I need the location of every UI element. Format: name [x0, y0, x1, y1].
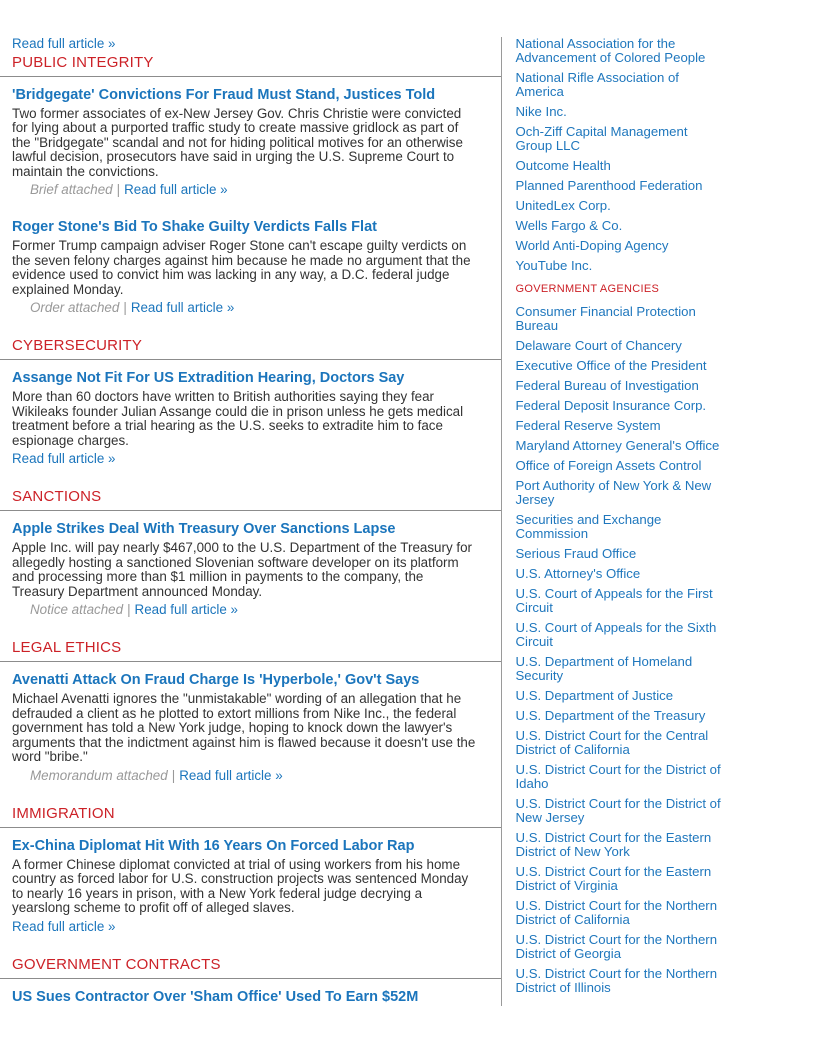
article-roger-stone: [0, 219, 501, 315]
section-title-public-integrity: PUBLIC INTEGRITY: [12, 53, 154, 71]
attachment-note: Order attached: [30, 300, 120, 315]
section-title-government-contracts: GOVERNMENT CONTRACTS: [12, 955, 221, 973]
article-meta: [12, 919, 477, 934]
article-ex-china-diplomat: [0, 838, 501, 934]
meta-separator: |: [116, 182, 121, 197]
agency-link[interactable]: Maryland Attorney General's Office: [515, 438, 720, 453]
meta-separator: |: [123, 300, 127, 315]
agency-link[interactable]: Executive Office of the President: [515, 358, 707, 373]
article-meta: [12, 451, 477, 466]
agency-link[interactable]: Securities and Exchange Commission: [515, 512, 662, 541]
article-avenatti: [0, 672, 501, 783]
article-summary: Michael Avenatti ignores the "unmistakable" wording of an allegation that he defrauded a client as he plotted to extort millions from Nike Inc., the federal government has told a New York judge, hoping to knock down the lawyer's arguments that the indictment against him is flawed because it doesn't use the word "bribe.": [12, 691, 476, 764]
article-summary: Former Trump campaign adviser Roger Stone can't escape guilty verdicts on the seven felony charges against him because he made no argument that the evidence used to convict him was lacking in any way, a D.C. federal judge explained Monday.: [12, 238, 471, 297]
attachment-note: Notice attached: [30, 602, 124, 617]
article-headline-link[interactable]: US Sues Contractor Over 'Sham Office' Used To Earn $52M: [12, 988, 419, 1005]
agency-link[interactable]: U.S. District Court for the Eastern District of Virginia: [515, 864, 712, 893]
section-rule: [0, 76, 501, 77]
agency-link[interactable]: U.S. District Court for the Northern District of California: [515, 898, 718, 927]
section-title-sanctions: SANCTIONS: [12, 488, 102, 505]
article-summary: Two former associates of ex-New Jersey Gov. Chris Christie were convicted for lying about a purported traffic study to create massive gridlock as part of the "Bridgegate" scandal and not for hiding political motives for an otherwise lawful decision, prosecutors have said in urging the U.S. Supreme Court to maintain the convictions.: [12, 105, 463, 179]
section-rule: [0, 661, 501, 662]
article-headline-link[interactable]: Apple Strikes Deal With Treasury Over Sanctions Lapse: [12, 521, 396, 537]
organization-link[interactable]: World Anti-Doping Agency: [515, 238, 669, 253]
articles-column: [0, 37, 501, 1006]
attachment-note: Memorandum attached: [30, 767, 168, 783]
article-summary: Apple Inc. will pay nearly $467,000 to the U.S. Department of the Treasury for allegedly hosting a sanctioned Slovenian software developer on its platform and processing more than $1 million in payments to the company, the Treasury Department announced Monday.: [12, 540, 472, 599]
article-meta: [30, 602, 477, 617]
organization-link[interactable]: Wells Fargo & Co.: [515, 218, 623, 233]
read-full-article-link[interactable]: Read full article »: [124, 182, 228, 197]
agency-link[interactable]: U.S. District Court for the Northern District of Illinois: [515, 966, 718, 995]
organization-link[interactable]: Nike Inc.: [515, 104, 567, 119]
agency-link[interactable]: Federal Bureau of Investigation: [515, 378, 699, 393]
agency-link[interactable]: Delaware Court of Chancery: [515, 338, 682, 353]
article-headline-link[interactable]: 'Bridgegate' Convictions For Fraud Must Stand, Justices Told: [12, 86, 436, 103]
article-summary: More than 60 doctors have written to British authorities saying they fear Wikileaks founder Julian Assange could die in prison unless he gets medical treatment before a trial hearing as the U.S. seeks to extradite him to face espionage charges.: [12, 389, 464, 448]
read-full-article-link[interactable]: Read full article »: [12, 918, 116, 934]
agency-link[interactable]: U.S. Department of the Treasury: [515, 708, 706, 723]
section-title-immigration: IMMIGRATION: [12, 804, 115, 822]
agency-link[interactable]: U.S. Department of Homeland Security: [515, 654, 693, 683]
attachment-note: Brief attached: [30, 182, 113, 197]
article-meta: [30, 768, 477, 783]
agency-link[interactable]: U.S. District Court for the Eastern District of New York: [515, 830, 712, 859]
section-title-cybersecurity: CYBERSECURITY: [12, 337, 143, 354]
organization-link[interactable]: Outcome Health: [515, 158, 611, 173]
agency-link[interactable]: Federal Reserve System: [515, 418, 661, 433]
article-headline-link[interactable]: Roger Stone's Bid To Shake Guilty Verdicts Falls Flat: [12, 219, 377, 235]
agency-link[interactable]: U.S. Court of Appeals for the Sixth Circuit: [515, 620, 717, 649]
article-assange: [0, 370, 501, 466]
article-headline-link[interactable]: Avenatti Attack On Fraud Charge Is 'Hyperbole,' Gov't Says: [12, 672, 420, 688]
organization-link[interactable]: YouTube Inc.: [515, 258, 593, 273]
article-summary: A former Chinese diplomat convicted at trial of using workers from his home country as forced labor for U.S. construction projects was sentenced Monday to nearly 16 years in prison, with a New York federal judge decrying a yearslong scheme to profit off of alleged slaves.: [12, 856, 469, 915]
article-bridgegate: [0, 87, 501, 198]
agency-link[interactable]: Office of Foreign Assets Control: [515, 458, 702, 473]
agency-link[interactable]: U.S. Department of Justice: [515, 688, 674, 703]
organization-link[interactable]: UnitedLex Corp.: [515, 198, 611, 213]
agency-link[interactable]: Serious Fraud Office: [515, 546, 637, 561]
article-meta: [30, 300, 477, 315]
agency-link[interactable]: Consumer Financial Protection Bureau: [515, 304, 696, 333]
agency-link[interactable]: U.S. District Court for the Central District of California: [515, 728, 709, 757]
agency-link[interactable]: U.S. District Court for the District of New Jersey: [515, 796, 721, 825]
organization-link[interactable]: Planned Parenthood Federation: [515, 178, 703, 193]
section-rule: [0, 510, 501, 511]
agency-link[interactable]: U.S. District Court for the Northern District of Georgia: [515, 932, 718, 961]
article-us-sues-contractor: [0, 989, 501, 1006]
read-full-article-link[interactable]: Read full article »: [179, 767, 283, 783]
meta-separator: |: [127, 602, 131, 617]
meta-separator: |: [171, 767, 176, 783]
tagged-entities-column: [501, 37, 778, 1006]
section-title-legal-ethics: LEGAL ETHICS: [12, 639, 122, 656]
section-rule: [0, 827, 501, 828]
article-meta: [30, 182, 477, 197]
read-full-article-link[interactable]: Read full article »: [134, 602, 239, 617]
section-rule: [0, 359, 501, 360]
section-rule: [0, 978, 501, 979]
read-full-article-link[interactable]: Read full article »: [130, 300, 235, 315]
article-headline-link[interactable]: Ex-China Diplomat Hit With 16 Years On Forced Labor Rap: [12, 837, 415, 854]
government-agencies-heading: GOVERNMENT AGENCIES: [515, 283, 660, 295]
agency-link[interactable]: U.S. Court of Appeals for the First Circuit: [515, 586, 713, 615]
organization-link[interactable]: National Rifle Association of America: [515, 70, 679, 99]
agency-link[interactable]: Port Authority of New York & New Jersey: [515, 478, 712, 507]
organization-link[interactable]: National Association for the Advancement of Colored People: [515, 36, 706, 65]
read-full-article-link[interactable]: Read full article »: [12, 36, 116, 51]
article-apple-treasury: [0, 521, 501, 617]
organization-link[interactable]: Och-Ziff Capital Management Group LLC: [515, 124, 688, 153]
read-full-article-link[interactable]: Read full article »: [12, 451, 116, 466]
article-headline-link[interactable]: Assange Not Fit For US Extradition Hearing, Doctors Say: [12, 370, 405, 386]
agency-link[interactable]: U.S. Attorney's Office: [515, 566, 641, 581]
agency-link[interactable]: Federal Deposit Insurance Corp.: [515, 398, 707, 413]
agency-link[interactable]: U.S. District Court for the District of Idaho: [515, 762, 721, 791]
